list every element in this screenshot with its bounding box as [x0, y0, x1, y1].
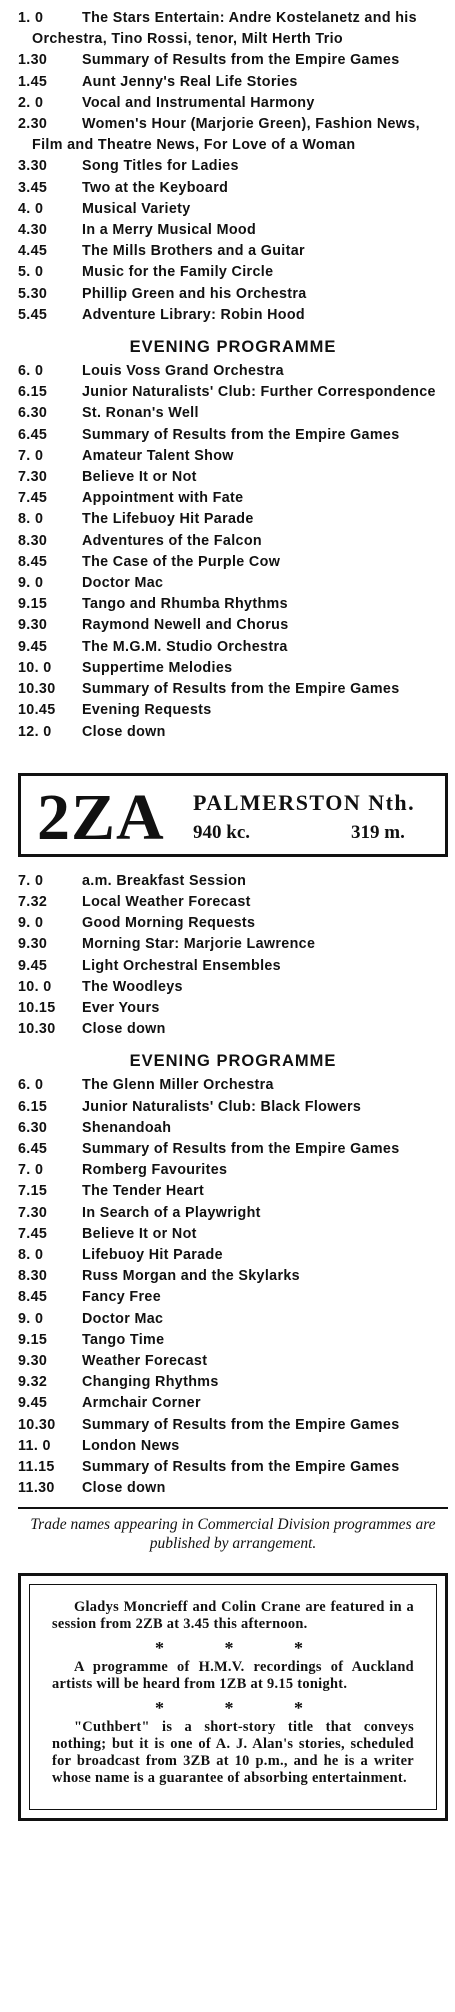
schedule-row — [18, 467, 448, 488]
schedule-row — [18, 262, 448, 283]
schedule-row — [18, 658, 448, 679]
schedule-row — [18, 531, 448, 552]
schedule-row — [18, 998, 448, 1019]
schedule-time: 8. 0 — [18, 511, 44, 528]
schedule-time: 6.15 — [18, 1098, 48, 1115]
schedule-row — [18, 178, 448, 199]
trade-names-notice: Trade names appearing in Commercial Division programmes are published by arrangement. — [30, 1516, 436, 1553]
schedule-row — [18, 722, 448, 743]
schedule-row — [18, 8, 448, 50]
schedule-programme: Two at the Keyboard — [82, 179, 229, 196]
announcement-box-inner — [29, 1584, 437, 1810]
schedule-time: 8.30 — [18, 1268, 48, 1285]
schedule-programme: Junior Naturalists' Club: Black Flowers — [82, 1098, 362, 1115]
afternoon-schedule — [18, 8, 448, 326]
schedule-time: 10.30 — [18, 1021, 56, 1038]
schedule-time: 1.45 — [18, 73, 48, 90]
schedule-programme: Light Orchestral Ensembles — [82, 957, 281, 974]
schedule-row — [18, 871, 448, 892]
schedule-time: 6.45 — [18, 426, 48, 443]
schedule-programme: Russ Morgan and the Skylarks — [82, 1268, 300, 1285]
schedule-time: 11. 0 — [18, 1437, 51, 1454]
schedule-row — [18, 913, 448, 934]
announcement-box — [18, 1573, 448, 1821]
schedule-programme: Doctor Mac — [82, 1310, 164, 1327]
schedule-row — [18, 1224, 448, 1245]
schedule-row — [18, 488, 448, 509]
schedule-row — [18, 934, 448, 955]
schedule-time: 5.30 — [18, 285, 48, 302]
schedule-row — [18, 1245, 448, 1266]
schedule-row — [18, 1019, 448, 1040]
evening-schedule — [18, 361, 448, 743]
schedule-time: 4. 0 — [18, 200, 44, 217]
schedule-row — [18, 1181, 448, 1202]
2za-evening-schedule — [18, 1075, 448, 1499]
schedule-time: 7.45 — [18, 1225, 48, 1242]
schedule-time: 1.30 — [18, 52, 48, 69]
schedule-programme: Changing Rhythms — [82, 1374, 219, 1391]
schedule-programme: Close down — [82, 1021, 166, 1038]
schedule-time: 9.30 — [18, 1352, 48, 1369]
schedule-programme: In a Merry Musical Mood — [82, 222, 257, 239]
schedule-time: 8.45 — [18, 1289, 48, 1306]
schedule-row — [18, 241, 448, 262]
2za-morning-schedule — [18, 871, 448, 1041]
schedule-programme: Tango Time — [82, 1331, 165, 1348]
schedule-time: 7. 0 — [18, 1162, 44, 1179]
schedule-time: 10.15 — [18, 999, 56, 1016]
schedule-row — [18, 1372, 448, 1393]
schedule-row — [18, 50, 448, 71]
schedule-time: 1. 0 — [18, 10, 44, 26]
schedule-programme: Weather Forecast — [82, 1352, 208, 1369]
schedule-programme: Good Morning Requests — [82, 915, 256, 932]
schedule-row — [18, 305, 448, 326]
schedule-programme: Summary of Results from the Empire Games — [82, 1140, 400, 1157]
schedule-row — [18, 114, 448, 156]
schedule-row — [18, 1330, 448, 1351]
schedule-row — [18, 1415, 448, 1436]
schedule-time: 4.30 — [18, 222, 48, 239]
schedule-programme: Armchair Corner — [82, 1395, 201, 1412]
schedule-programme: The Mills Brothers and a Guitar — [82, 243, 305, 260]
schedule-programme: The Tender Heart — [82, 1183, 205, 1200]
asterisk-separator: * * * — [155, 1698, 331, 1719]
schedule-programme: Aunt Jenny's Real Life Stories — [82, 73, 298, 90]
schedule-programme: Ever Yours — [82, 999, 160, 1016]
schedule-programme: The Stars Entertain: Andre Kostelanetz and his Orchestra, Tino Rossi, tenor, Milt Herth Trio — [32, 10, 417, 48]
schedule-programme: The M.G.M. Studio Orchestra — [82, 638, 288, 655]
schedule-time: 10.45 — [18, 702, 56, 719]
schedule-programme: Adventure Library: Robin Hood — [82, 306, 306, 323]
schedule-programme: Believe It or Not — [82, 469, 197, 486]
schedule-row — [18, 1287, 448, 1308]
station-frequency: 940 kc. — [193, 821, 250, 843]
schedule-row — [18, 637, 448, 658]
schedule-programme: Song Titles for Ladies — [82, 158, 239, 175]
divider-rule — [18, 1507, 448, 1509]
schedule-row — [18, 679, 448, 700]
schedule-time: 2. 0 — [18, 94, 44, 111]
schedule-time: 9.30 — [18, 617, 48, 634]
schedule-programme: Evening Requests — [82, 702, 212, 719]
schedule-programme: Fancy Free — [82, 1289, 161, 1306]
schedule-time: 7.30 — [18, 469, 48, 486]
schedule-time: 12. 0 — [18, 723, 52, 740]
schedule-time: 8.45 — [18, 553, 48, 570]
schedule-row — [18, 1457, 448, 1478]
schedule-row — [18, 199, 448, 220]
schedule-programme: Women's Hour (Marjorie Green), Fashion News, Film and Theatre News, For Love of a Woman — [32, 116, 420, 154]
schedule-row — [18, 573, 448, 594]
schedule-time: 9.32 — [18, 1374, 48, 1391]
schedule-time: 6.30 — [18, 1119, 48, 1136]
schedule-time: 7. 0 — [18, 447, 44, 464]
announcement-paragraph: Gladys Moncrieff and Colin Crane are featured in a session from 2ZB at 3.45 this afternoon. — [52, 1599, 414, 1633]
schedule-time: 7.32 — [18, 893, 48, 910]
schedule-time: 9. 0 — [18, 915, 44, 932]
schedule-time: 7.15 — [18, 1183, 48, 1200]
schedule-programme: Local Weather Forecast — [82, 893, 251, 910]
announcement-paragraph: "Cuthbert" is a short-story title that conveys nothing; but it is one of A. J. Alan's stories, scheduled for broadcast from 3ZB at 10 p.m., and he is a writer whose name is a guarantee of absorbing entertainment. — [52, 1719, 414, 1787]
schedule-row — [18, 977, 448, 998]
schedule-row — [18, 1203, 448, 1224]
schedule-time: 5. 0 — [18, 264, 44, 281]
schedule-programme: Appointment with Fate — [82, 490, 244, 507]
schedule-row — [18, 956, 448, 977]
station-wavelength: 319 m. — [351, 821, 405, 843]
schedule-time: 9. 0 — [18, 1310, 44, 1327]
schedule-programme: Shenandoah — [82, 1119, 172, 1136]
schedule-time: 6. 0 — [18, 363, 44, 380]
schedule-time: 10.30 — [18, 681, 56, 698]
schedule-programme: Adventures of the Falcon — [82, 532, 262, 549]
schedule-row — [18, 361, 448, 382]
schedule-time: 6.15 — [18, 384, 48, 401]
schedule-row — [18, 1436, 448, 1457]
schedule-programme: Summary of Results from the Empire Games — [82, 1458, 400, 1475]
schedule-row — [18, 1118, 448, 1139]
schedule-programme: Musical Variety — [82, 200, 191, 217]
station-call-sign: 2ZA — [37, 780, 165, 854]
schedule-time: 6.45 — [18, 1140, 48, 1157]
schedule-row — [18, 892, 448, 913]
schedule-programme: Raymond Newell and Chorus — [82, 617, 289, 634]
schedule-programme: Close down — [82, 1480, 166, 1497]
schedule-row — [18, 72, 448, 93]
schedule-row — [18, 1160, 448, 1181]
schedule-time: 4.45 — [18, 243, 48, 260]
schedule-row — [18, 1393, 448, 1414]
schedule-row — [18, 1478, 448, 1499]
schedule-programme: a.m. Breakfast Session — [82, 872, 247, 889]
schedule-row — [18, 284, 448, 305]
schedule-programme: Lifebuoy Hit Parade — [82, 1246, 223, 1263]
schedule-row — [18, 1266, 448, 1287]
schedule-programme: Summary of Results from the Empire Games — [82, 681, 400, 698]
schedule-time: 7. 0 — [18, 872, 44, 889]
schedule-programme: Summary of Results from the Empire Games — [82, 426, 400, 443]
schedule-time: 9.45 — [18, 957, 48, 974]
schedule-time: 10. 0 — [18, 978, 52, 995]
schedule-row — [18, 446, 448, 467]
schedule-time: 5.45 — [18, 306, 48, 323]
schedule-row — [18, 1075, 448, 1096]
schedule-row — [18, 615, 448, 636]
schedule-row — [18, 425, 448, 446]
schedule-programme: Doctor Mac — [82, 575, 164, 592]
schedule-programme: Louis Voss Grand Orchestra — [82, 363, 284, 380]
schedule-programme: Tango and Rhumba Rhythms — [82, 596, 288, 613]
schedule-row — [18, 403, 448, 424]
schedule-row — [18, 1097, 448, 1118]
schedule-time: 9.45 — [18, 638, 48, 655]
schedule-row — [18, 220, 448, 241]
schedule-programme: Summary of Results from the Empire Games — [82, 52, 400, 69]
schedule-time: 9. 0 — [18, 575, 44, 592]
schedule-programme: Summary of Results from the Empire Games — [82, 1416, 400, 1433]
2za-evening-programme-heading: EVENING PROGRAMME — [129, 1052, 337, 1071]
schedule-row — [18, 509, 448, 530]
schedule-time: 11.30 — [18, 1480, 55, 1497]
schedule-row — [18, 1309, 448, 1330]
schedule-programme: Music for the Family Circle — [82, 264, 274, 281]
schedule-time: 7.30 — [18, 1204, 48, 1221]
schedule-programme: London News — [82, 1437, 180, 1454]
schedule-time: 3.45 — [18, 179, 48, 196]
schedule-programme: Believe It or Not — [82, 1225, 197, 1242]
schedule-row — [18, 93, 448, 114]
schedule-time: 6.30 — [18, 405, 48, 422]
listings-column — [18, 8, 448, 1821]
schedule-programme: Vocal and Instrumental Harmony — [82, 94, 315, 111]
schedule-time: 9.45 — [18, 1395, 48, 1412]
schedule-programme: Amateur Talent Show — [82, 447, 234, 464]
schedule-row — [18, 594, 448, 615]
schedule-time: 9.30 — [18, 936, 48, 953]
schedule-time: 3.30 — [18, 158, 48, 175]
schedule-time: 10. 0 — [18, 659, 52, 676]
schedule-programme: St. Ronan's Well — [82, 405, 199, 422]
schedule-programme: The Glenn Miller Orchestra — [82, 1077, 274, 1094]
station-town: PALMERSTON Nth. — [193, 789, 416, 815]
schedule-programme: Close down — [82, 723, 166, 740]
schedule-row — [18, 156, 448, 177]
schedule-time: 7.45 — [18, 490, 48, 507]
schedule-time: 11.15 — [18, 1458, 55, 1475]
asterisk-separator: * * * — [155, 1638, 331, 1659]
schedule-programme: Romberg Favourites — [82, 1162, 228, 1179]
schedule-time: 8. 0 — [18, 1246, 44, 1263]
schedule-time: 2.30 — [18, 116, 48, 133]
schedule-row — [18, 382, 448, 403]
schedule-programme: Suppertime Melodies — [82, 659, 233, 676]
schedule-time: 9.15 — [18, 1331, 48, 1348]
schedule-row — [18, 552, 448, 573]
schedule-programme: In Search of a Playwright — [82, 1204, 261, 1221]
schedule-programme: The Lifebuoy Hit Parade — [82, 511, 254, 528]
schedule-time: 10.30 — [18, 1416, 56, 1433]
schedule-row — [18, 1351, 448, 1372]
schedule-time: 6. 0 — [18, 1077, 44, 1094]
announcement-paragraph: A programme of H.M.V. recordings of Auckland artists will be heard from 1ZB at 9.15 tonight. — [52, 1659, 414, 1693]
schedule-programme: The Case of the Purple Cow — [82, 553, 281, 570]
schedule-time: 8.30 — [18, 532, 48, 549]
schedule-programme: Morning Star: Marjorie Lawrence — [82, 936, 316, 953]
schedule-programme: The Woodleys — [82, 978, 183, 995]
station-banner — [18, 773, 448, 857]
schedule-row — [18, 1139, 448, 1160]
schedule-programme: Phillip Green and his Orchestra — [82, 285, 307, 302]
evening-programme-heading: EVENING PROGRAMME — [129, 338, 337, 357]
schedule-time: 9.15 — [18, 596, 48, 613]
schedule-row — [18, 700, 448, 721]
schedule-programme: Junior Naturalists' Club: Further Correspondence — [82, 384, 436, 401]
